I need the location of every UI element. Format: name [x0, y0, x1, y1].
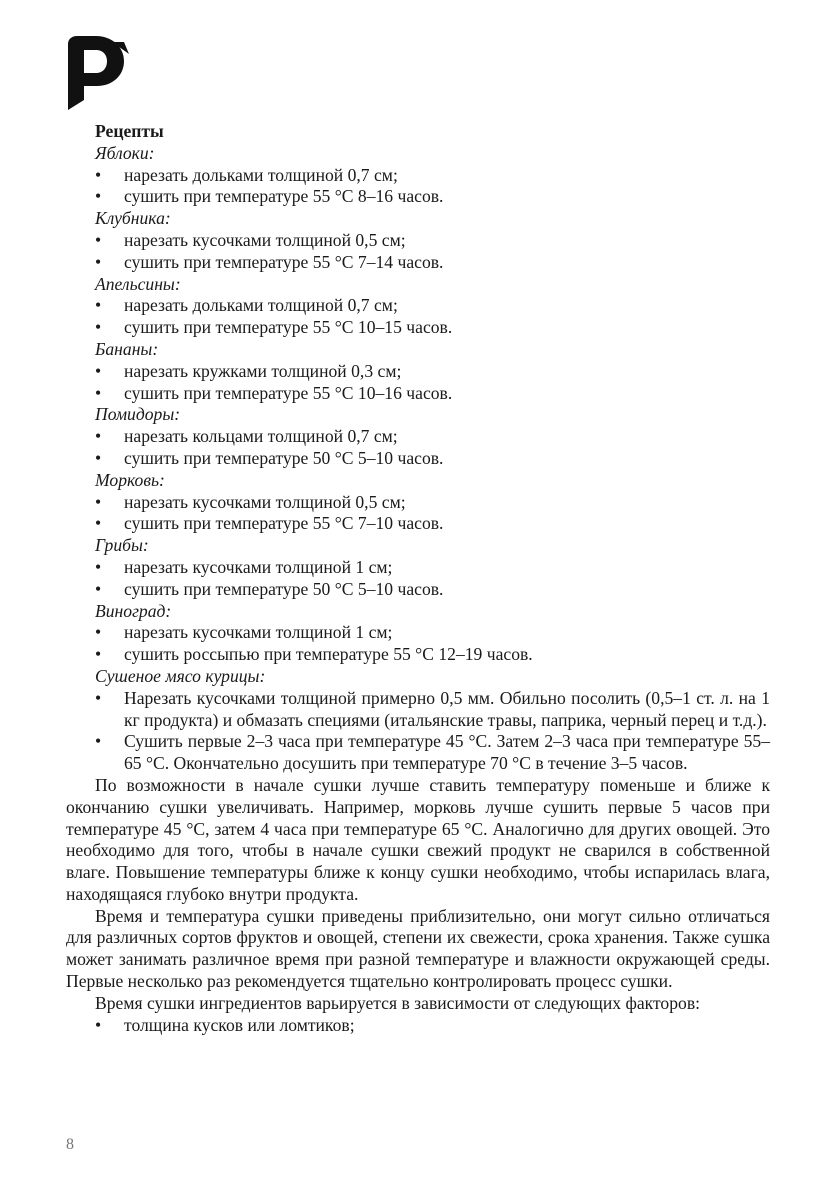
recipe-name: Помидоры: — [95, 404, 181, 425]
bullet-item — [66, 252, 770, 274]
bullet-text: нарезать кружками толщиной 0,3 см; — [124, 360, 402, 381]
bullet-item — [66, 1015, 770, 1037]
recipe-block — [66, 535, 770, 600]
recipe-list — [66, 143, 770, 775]
page-number: 8 — [66, 1136, 74, 1153]
body-paragraph: По возможности в начале сушки лучше ставить температуру поменьше и ближе к окончанию сушки увеличивать. Например, морковь лучше сушить первые 5 часов при температуре 45 °С, затем 4 часа при температуре 65 °С. Аналогично для других овощей. Это необходимо для того, чтобы в начале сушки свежий продукт не сварился в собственной влаге. Повышение температуры ближе к концу сушки необходимо, чтобы испарилась влага, находящаяся глубоко внутри продукта. — [66, 774, 770, 904]
bullet-mark: • — [95, 360, 102, 381]
bullet-text: толщина кусков или ломтиков; — [124, 1014, 355, 1035]
bullet-text: сушить при температуре 55 °С 7–14 часов. — [124, 251, 444, 272]
recipe-name: Грибы: — [95, 535, 149, 556]
bullet-mark: • — [95, 447, 102, 468]
bullet-text: сушить при температуре 50 °С 5–10 часов. — [124, 578, 444, 599]
recipe-block — [66, 666, 770, 775]
bullet-mark: • — [95, 382, 102, 403]
section-heading: Рецепты — [95, 121, 164, 141]
recipe-name: Яблоки: — [95, 142, 155, 163]
recipe-name: Морковь: — [95, 469, 165, 490]
page-content — [66, 121, 770, 1036]
bullet-mark: • — [95, 513, 102, 534]
brand-logo-icon — [66, 36, 130, 112]
recipe-name: Апельсины: — [95, 273, 181, 294]
bullet-mark: • — [95, 164, 102, 185]
bullet-item — [66, 165, 770, 187]
recipe-block — [66, 470, 770, 535]
bullet-item — [66, 230, 770, 252]
bullet-mark: • — [95, 491, 102, 512]
bullet-text: Сушить первые 2–3 часа при температуре 45 °С. Затем 2–3 часа при температуре 55–65 °С. Окончательно досушить при температуре 70 °С в течение 3–5 часов. — [124, 731, 770, 774]
bullet-item — [66, 448, 770, 470]
bullet-item — [66, 644, 770, 666]
bullet-mark: • — [95, 622, 102, 643]
bullet-item — [66, 317, 770, 339]
factor-list — [66, 1015, 770, 1037]
recipe-block — [66, 339, 770, 404]
recipe-block — [66, 143, 770, 208]
bullet-text: сушить при температуре 50 °С 5–10 часов. — [124, 447, 444, 468]
bullet-mark: • — [95, 229, 102, 250]
bullet-item — [66, 186, 770, 208]
bullet-item — [66, 426, 770, 448]
bullet-mark: • — [95, 644, 102, 665]
bullet-item — [66, 579, 770, 601]
body-paragraphs — [66, 775, 770, 1015]
bullet-item — [66, 731, 770, 775]
body-paragraph: Время и температура сушки приведены приблизительно, они могут сильно отличаться для различных сортов фруктов и овощей, степени их свежести, срока хранения. Также сушка может занимать различное время при разной температуре и влажности окружающей среды. Первые несколько раз рекомендуется тщательно контролировать процесс сушки. — [66, 905, 770, 992]
bullet-text: нарезать кольцами толщиной 0,7 см; — [124, 426, 398, 447]
bullet-mark: • — [95, 295, 102, 316]
recipe-name: Клубника: — [95, 208, 171, 229]
bullet-item — [66, 295, 770, 317]
bullet-text: нарезать дольками толщиной 0,7 см; — [124, 164, 398, 185]
body-paragraph: Время сушки ингредиентов варьируется в зависимости от следующих факторов: — [95, 992, 701, 1013]
bullet-item — [66, 557, 770, 579]
bullet-item — [66, 622, 770, 644]
bullet-item — [66, 688, 770, 732]
bullet-text: сушить при температуре 55 °С 8–16 часов. — [124, 186, 444, 207]
bullet-item — [66, 361, 770, 383]
bullet-text: нарезать дольками толщиной 0,7 см; — [124, 295, 398, 316]
recipe-block — [66, 601, 770, 666]
bullet-text: нарезать кусочками толщиной 0,5 см; — [124, 491, 406, 512]
bullet-item — [66, 492, 770, 514]
bullet-mark: • — [95, 317, 102, 338]
bullet-text: нарезать кусочками толщиной 0,5 см; — [124, 229, 406, 250]
bullet-mark: • — [95, 731, 102, 752]
bullet-text: нарезать кусочками толщиной 1 см; — [124, 622, 393, 643]
bullet-mark: • — [95, 251, 102, 272]
bullet-mark: • — [95, 687, 102, 708]
bullet-text: нарезать кусочками толщиной 1 см; — [124, 556, 393, 577]
bullet-text: Нарезать кусочками толщиной примерно 0,5 мм. Обильно посолить (0,5–1 ст. л. на 1 кг продукта) и обмазать специями (итальянские травы, паприка, черный перец и т.д.). — [124, 687, 770, 730]
bullet-item — [66, 513, 770, 535]
recipe-name: Бананы: — [95, 338, 159, 359]
recipe-name: Сушеное мясо курицы: — [95, 665, 266, 686]
bullet-text: сушить при температуре 55 °С 10–16 часов. — [124, 382, 453, 403]
bullet-item — [66, 383, 770, 405]
bullet-text: сушить при температуре 55 °С 10–15 часов. — [124, 317, 453, 338]
recipe-block — [66, 274, 770, 339]
recipe-name: Виноград: — [95, 600, 172, 621]
recipe-block — [66, 404, 770, 469]
bullet-mark: • — [95, 556, 102, 577]
bullet-mark: • — [95, 186, 102, 207]
bullet-text: сушить при температуре 55 °С 7–10 часов. — [124, 513, 444, 534]
bullet-text: сушить россыпью при температуре 55 °С 12–19 часов. — [124, 644, 533, 665]
bullet-mark: • — [95, 578, 102, 599]
bullet-mark: • — [95, 1014, 102, 1035]
recipe-block — [66, 208, 770, 273]
bullet-mark: • — [95, 426, 102, 447]
